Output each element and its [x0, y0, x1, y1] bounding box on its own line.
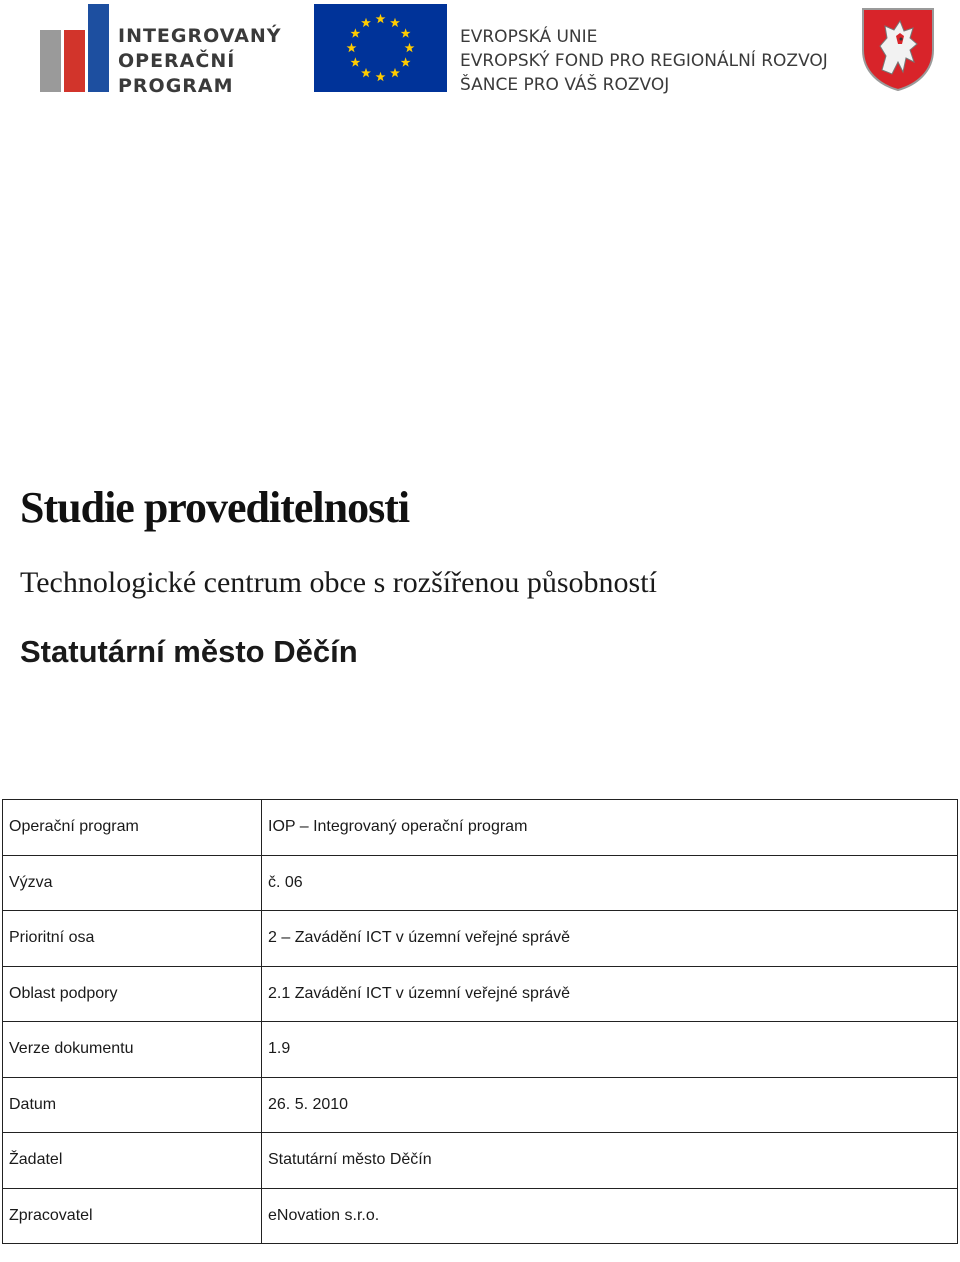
- row-value: 2.1 Zavádění ICT v územní veřejné správě: [262, 966, 958, 1022]
- eu-line: EVROPSKÝ FOND PRO REGIONÁLNÍ ROZVOJ: [460, 51, 828, 71]
- row-value: 2 – Zavádění ICT v územní veřejné správě: [262, 911, 958, 967]
- page-header: [0, 0, 960, 100]
- row-value: č. 06: [262, 855, 958, 911]
- iop-bar-blue: [88, 4, 109, 92]
- row-label: Zpracovatel: [3, 1188, 262, 1244]
- coat-of-arms-icon: [860, 6, 936, 92]
- iop-bar-gray: [40, 30, 61, 92]
- table-row: [3, 800, 958, 856]
- row-label: Prioritní osa: [3, 911, 262, 967]
- iop-logo-line: PROGRAM: [118, 75, 234, 97]
- table-row: [3, 855, 958, 911]
- eu-line: EVROPSKÁ UNIE: [460, 27, 598, 47]
- row-label: Oblast podpory: [3, 966, 262, 1022]
- row-label: Verze dokumentu: [3, 1022, 262, 1078]
- row-value: Statutární město Děčín: [262, 1133, 958, 1189]
- iop-logo-line: OPERAČNÍ: [118, 50, 236, 72]
- table-row: [3, 966, 958, 1022]
- eu-text: [460, 25, 828, 97]
- iop-logo-line: INTEGROVANÝ: [118, 25, 282, 47]
- row-label: Datum: [3, 1077, 262, 1133]
- iop-bars: [40, 4, 110, 94]
- row-label: Žadatel: [3, 1133, 262, 1189]
- row-value: 26. 5. 2010: [262, 1077, 958, 1133]
- coat-of-arms-svg: [860, 6, 936, 92]
- info-table: [2, 799, 958, 1244]
- eu-flag-svg: [314, 4, 447, 92]
- page-title: Studie proveditelnosti: [20, 483, 410, 532]
- table-row: [3, 1133, 958, 1189]
- row-value: IOP – Integrovaný operační program: [262, 800, 958, 856]
- table-row: [3, 1188, 958, 1244]
- eu-line: ŠANCE PRO VÁŠ ROZVOJ: [460, 75, 670, 95]
- eu-flag-icon: [314, 4, 447, 92]
- row-label: Operační program: [3, 800, 262, 856]
- table-row: [3, 911, 958, 967]
- iop-logo-text: [118, 24, 282, 99]
- table-row: [3, 1022, 958, 1078]
- row-label: Výzva: [3, 855, 262, 911]
- city-name: Statutární město Děčín: [20, 634, 358, 669]
- page-subtitle: Technologické centrum obce s rozšířenou působností: [20, 566, 657, 599]
- iop-logo-icon: [40, 4, 282, 97]
- table-row: [3, 1077, 958, 1133]
- row-value: 1.9: [262, 1022, 958, 1078]
- iop-bar-red: [64, 30, 85, 92]
- row-value: eNovation s.r.o.: [262, 1188, 958, 1244]
